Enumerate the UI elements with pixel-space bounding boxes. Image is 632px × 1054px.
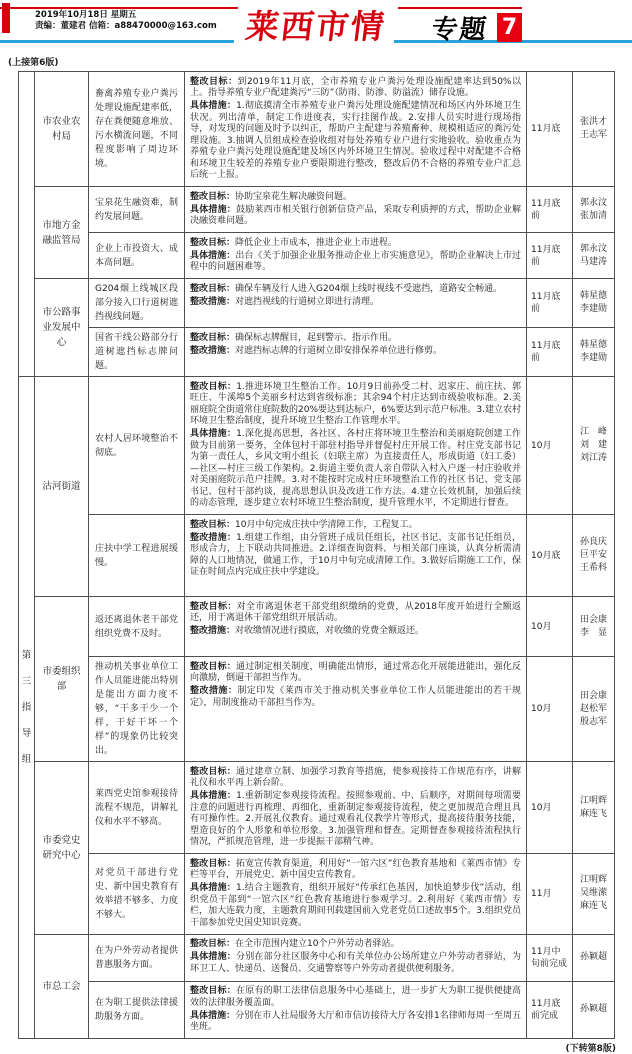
goal-label: 整改目标： (190, 661, 236, 672)
department-cell: 市委党史研究中心 (35, 762, 89, 935)
problem-cell: 宝泉花生融资难，制约发展问题。 (89, 187, 185, 233)
responsible-name: 巨平安 (579, 550, 607, 560)
steps-label: 具体措施： (190, 250, 236, 261)
table-row (19, 981, 615, 1039)
responsible-name: 江明辉 (579, 875, 607, 886)
responsible-name: 马建涛 (579, 256, 607, 267)
problem-cell: 在为户外劳动者提供普惠服务方面。 (89, 934, 185, 981)
responsible-name: 郭永汶 (579, 243, 607, 254)
steps-text: 1.组建工作组，由分管班子成员任组长，社区书记、支部书记任组员，形成合力，上下联动共同推进。2.详细查询资料、与相关部门座谈，认真分析需清障的人口地情况，做通工作，于10月中旬完成清障工作。3.做好后期施工工作，保证在时间点内完成庄扶中学建设。 (190, 532, 521, 577)
measures-cell (185, 279, 527, 328)
steps-text: 出台《关于加强企业服务推动企业上市实施意见》，帮助企业解决上市过程中的问题困难等。 (190, 250, 521, 272)
problem-cell: 推动机关事业单位工作人员能进能出特别是能出方面力度不够，“干多干少一个样，干好干坏一个样”的现象仍比较突出。 (89, 657, 185, 762)
names-cell (573, 279, 615, 328)
goal-text: 拓宽宣传教育渠道，利用好“一馆六区”红色教育基地和《莱西市情》专栏等平台，开展党史、新中国史宣传教育。 (190, 858, 521, 880)
responsible-name: 孙良庆 (579, 537, 607, 547)
table-row (19, 233, 615, 279)
responsible-name: 孙颖超 (579, 1004, 607, 1015)
problem-cell: G204烟上线城区段部分接入口行道树遮挡视线问题。 (89, 279, 185, 328)
section-header (429, 9, 522, 46)
deadline-cell: 11月底前 (527, 279, 573, 328)
department-cell: 市总工会 (35, 934, 89, 1039)
goal-label: 整改目标： (190, 601, 237, 612)
goal-label: 整改目标： (190, 283, 236, 294)
goal-text: 10月中旬完成庄扶中学清障工作，工程复工。 (235, 519, 418, 530)
deadline-cell: 11月底前完成 (527, 981, 573, 1039)
goal-text: 协助宝泉花生解决融资问题。 (235, 191, 353, 202)
responsible-name: 韩星德 (579, 291, 607, 301)
steps-label: 整改措施： (190, 686, 238, 696)
problem-cell: 国省干线公路部分行道树遮挡标志牌问题。 (89, 328, 185, 377)
steps-label: 整改措施： (190, 296, 236, 307)
responsible-name: 郭永汶 (579, 197, 607, 208)
goal-label: 整改目标： (190, 766, 236, 777)
measures-cell (185, 515, 527, 597)
responsible-name: 刘 建 (579, 440, 607, 450)
problem-cell: 企业上市投资大、成本高问题。 (89, 233, 185, 279)
goal-label: 整改目标： (190, 332, 236, 343)
publication-date: 2019年10月18日 星期五 (35, 10, 137, 20)
measures-cell (185, 187, 527, 233)
responsible-name: 殷志军 (579, 716, 607, 727)
responsible-name: 赵松军 (579, 703, 607, 714)
steps-text: 鼓励莱西市相关银行创新信贷产品，采取专利质押的方式，帮助企业解决融资难问题。 (190, 204, 521, 226)
page-number-badge: 7 (497, 13, 522, 42)
measures-cell (185, 934, 527, 981)
names-cell (573, 657, 615, 762)
responsible-name: 麻连飞 (579, 808, 607, 819)
steps-label: 具体措施： (190, 429, 237, 439)
measures-cell (185, 597, 527, 657)
department-cell: 沽河街道 (35, 377, 89, 597)
table-row (19, 187, 615, 233)
responsible-name: 韩星德 (579, 340, 607, 350)
goal-text: 在全市范围内建立10个户外劳动者驿站。 (235, 939, 400, 949)
goal-label: 整改目标： (190, 939, 236, 949)
measures-cell (185, 328, 527, 377)
responsible-name: 孙颖超 (579, 952, 607, 962)
names-cell (573, 72, 615, 187)
steps-label: 具体措施： (190, 952, 236, 962)
deadline-cell: 11月中旬前完成 (527, 934, 573, 981)
names-cell (573, 515, 615, 597)
measures-cell (185, 377, 527, 515)
goal-text: 通过制定相关制度，明确能出情形，通过常态化开展能进能出，强化反向激励，倒逼干部担当作为。 (190, 661, 521, 683)
section-label: 专题 (429, 15, 490, 45)
steps-label: 具体措施： (190, 791, 237, 801)
responsible-name: 张洪才 (579, 117, 607, 127)
goal-label: 整改目标： (190, 858, 236, 869)
names-cell (573, 981, 615, 1039)
steps-text: 分别在部分社区服务中心和有关单位办公场所建立户外劳动者驿站，为环卫工人、快递员、送餐员、交通警察等户外劳动者提供便利服务。 (190, 952, 521, 974)
names-cell (573, 597, 615, 657)
steps-label: 整改措施： (190, 532, 237, 543)
table-row (19, 72, 615, 187)
steps-text: 1.彻底摸清全市养殖专业户粪污处理设施配建情况和场区内外环境卫生状况。列出清单，制定工作进度表，实行挂图作战。2.安排人员实时进行现场指导，对发现的问题及时予以纠正，帮助户主配建与养殖畜种、规模相适应的粪污处理设施。3.抽调人员组成检查验收组对每处养殖专业户进行实地验收。验收重点为养殖专业户粪污处理设施配建及场区内外环境卫生情况。验收过程中对配建不合格和环境卫生较差的养殖专业户要限期进行整改，整改后仍不合格的养殖专业户汇总后统一上报。 (190, 101, 521, 180)
table-row (19, 597, 615, 657)
measures-cell (185, 72, 527, 187)
responsible-name: 刘江涛 (579, 453, 607, 463)
steps-label: 具体措施： (190, 101, 237, 111)
department-cell: 市农业农村局 (35, 72, 89, 187)
responsible-name: 张加清 (579, 210, 607, 221)
steps-text: 1.深化提高思想，各社区、各村庄将环境卫生整治和美丽庭院创建工作做为目前第一要务，全体包村干部驻村指导并督促村庄开展工作。村庄党支部书记为第一责任人，乡风文明小组长（妇联主席）为直接责任人，形成街道（妇工委）—社区—村庄三级工作架构。2.街道主要负责人亲自带队入村入户逐一村庄验收并对美丽庭院示范户挂牌。3.对不能按时完成村庄环境整治工作的社区书记、党支部书记、包村干部约谈，提高思想认识及改进工作方法。4.建立长效机制，加强后续的动态管理，逐步建立农村环境卫生整治制度，提升管理水平，不定期进行督查。 (190, 429, 521, 508)
deadline-cell: 10月 (527, 762, 573, 854)
table-row (19, 854, 615, 935)
measures-cell (185, 981, 527, 1039)
masthead-title: 莱西市情 (233, 1, 399, 48)
group-cell-empty (19, 72, 35, 377)
goal-text: 1.推进环境卫生整治工作。10月9日前孙受二村、迟家庄、前庄扶、郭旺庄、牛溪埠5个美丽乡村达到省级标准；其余94个村庄达到市级验收标准。2.美丽庭院全街道常住庭院数的20%要达到达标户，6%要达到示范户标准。3.建立农村环境卫生整治制度，提升环境卫生整治工作管理水平。 (190, 381, 521, 426)
problem-cell: 返还离退休老干部党组织党费不及时。 (89, 597, 185, 657)
steps-text: 制定印发《莱西市关于推动机关事业单位工作人员能进能出的若干规定》，用制度推动干部担当作为。 (190, 686, 521, 708)
problem-cell: 庄扶中学工程进展缓慢。 (89, 515, 185, 597)
table-row (19, 377, 615, 515)
goal-label: 整改目标： (190, 986, 236, 996)
deadline-cell: 11月底前 (527, 328, 573, 377)
responsible-name: 王希科 (579, 563, 607, 573)
measures-cell (185, 657, 527, 762)
responsible-name: 麻连飞 (579, 901, 607, 912)
department-cell: 市委组织部 (35, 597, 89, 762)
group-cell: 第三指导组 (19, 377, 35, 1039)
deadline-cell: 10月 (527, 377, 573, 515)
names-cell (573, 854, 615, 935)
goal-label: 整改目标： (190, 76, 238, 87)
measures-cell (185, 762, 527, 854)
continued-to-note: (下转第8版) (565, 1044, 616, 1054)
problem-cell: 对党员干部进行党史、新中国史教育有效举措不够多、力度不够大。 (89, 854, 185, 935)
problem-cell: 畜禽养殖专业户粪污处理设施配建率低，存在粪便随意堆放、污水横流问题，不同程度影响了周边环境。 (89, 72, 185, 187)
responsible-name: 吴维潆 (579, 888, 607, 899)
deadline-cell: 11月底 (527, 72, 573, 187)
measures-cell (185, 233, 527, 279)
names-cell (573, 328, 615, 377)
names-cell (573, 762, 615, 854)
table-row (19, 279, 615, 328)
steps-label: 具体措施： (190, 204, 236, 215)
steps-text: 对遮挡视线的行道树立即进行清理。 (235, 296, 380, 307)
deadline-cell: 10月底 (527, 515, 573, 597)
deadline-cell: 10月 (527, 597, 573, 657)
responsible-name: 李建勋 (579, 353, 607, 363)
steps-text: 对收缴情况进行摸底，对收缴的党费全额返还。 (235, 626, 425, 636)
names-cell (573, 934, 615, 981)
goal-label: 整改目标： (190, 237, 236, 248)
names-cell (573, 377, 615, 515)
steps-text: 对遮挡标志牌的行道树立即安排保养单位进行修剪。 (235, 345, 443, 356)
goal-label: 整改目标： (190, 519, 236, 530)
goal-text: 确保标志牌醒目，起到警示、指示作用。 (235, 332, 398, 343)
deadline-cell: 11月底前 (527, 187, 573, 233)
table-row (19, 657, 615, 762)
rectification-table (18, 71, 615, 1039)
goal-text: 在原有的职工法律信息服务中心基础上，进一步扩大为职工提供便捷高效的法律服务覆盖面。 (190, 986, 521, 1008)
publication-info (35, 10, 217, 32)
table-row (19, 934, 615, 981)
steps-text: 1.结合主题教育，组织开展好“传承红色基因，加快追梦步伐”活动，组织党员干部到“一馆六区”红色教育基地进行参观学习。2.利用好《莱西市情》专栏，加大连载力度，主题教育期间刊载建国前入党老党员口述故事5个。3.组织党员干部参加党史国史知识竞赛。 (190, 883, 521, 928)
page-header (0, 0, 632, 46)
steps-label: 具体措施： (190, 1010, 236, 1021)
goal-text: 对全市离退休老干部党组织缴纳的党费，从2018年度开始进行全额返还，用于离退休干部党组织开展活动。 (190, 601, 521, 623)
problem-cell: 农村人居环境整治不彻底。 (89, 377, 185, 515)
goal-text: 到2019年11月底，全市养殖专业户粪污处理设施配建率达到50%以上。指导养殖专业户配建粪污“三防”（防雨、防渗、防溢流）储存设施。 (190, 76, 521, 98)
goal-label: 整改目标： (190, 381, 237, 392)
names-cell (573, 233, 615, 279)
table-row (19, 328, 615, 377)
steps-label: 具体措施： (190, 883, 236, 893)
responsible-name: 江明辉 (579, 795, 607, 806)
goal-text: 确保车辆及行人进入G204烟上线时视线不受遮挡，道路安全畅通。 (235, 283, 503, 294)
problem-cell: 莱西党史馆参观接待流程不规范，讲解礼仪和水平不够高。 (89, 762, 185, 854)
deadline-cell: 11月底前 (527, 233, 573, 279)
responsible-name: 李 显 (579, 627, 607, 638)
responsible-name: 李建勋 (579, 304, 607, 314)
continued-from-note: (上接第6版) (8, 58, 59, 68)
department-cell: 市地方金融监管局 (35, 187, 89, 279)
deadline-cell: 11月 (527, 854, 573, 935)
responsible-name: 田会康 (579, 690, 607, 701)
responsible-name: 王志军 (579, 130, 607, 140)
goal-label: 整改目标： (190, 191, 236, 202)
problem-cell: 在为职工提供法律援助服务方面。 (89, 981, 185, 1039)
names-cell (573, 187, 615, 233)
steps-label: 整改措施： (190, 626, 236, 636)
steps-label: 整改措施： (190, 345, 236, 356)
steps-text: 分别在市人社局服务大厅和市信访接待大厅各安排1名律师每周一至周五坐班。 (190, 1010, 521, 1032)
goal-text: 降低企业上市成本，推进企业上市进程。 (235, 237, 398, 248)
editor-contact: 责编：董建君 信箱：a88470000@163.com (35, 21, 217, 31)
responsible-name: 江 峰 (579, 427, 607, 437)
table-row (19, 762, 615, 854)
table-row (19, 515, 615, 597)
department-cell: 市公路事业发展中心 (35, 279, 89, 377)
deadline-cell: 10月 (527, 657, 573, 762)
responsible-name: 田会康 (579, 614, 607, 625)
measures-cell (185, 854, 527, 935)
goal-text: 通过建章立制、加强学习教育等措施，使参观接待工作规范有序，讲解礼仪和水平再上新台阶。 (190, 766, 521, 788)
steps-text: 1.重新制定参观接待流程。按照参观前、中、后顺序，对期间每项需要注意的问题进行再梳理、再细化，重新制定参观接待流程，使之更加规范合理且具有可操作性。2.开展礼仪教育。通过观看礼仪教学片等形式，提高接待服务技能，塑造良好的个人形象和单位形象。3.加强管理和督查。定期督查参观接待流程执行情况，严抓规范管理，进一步提振干部精气神。 (190, 791, 521, 847)
